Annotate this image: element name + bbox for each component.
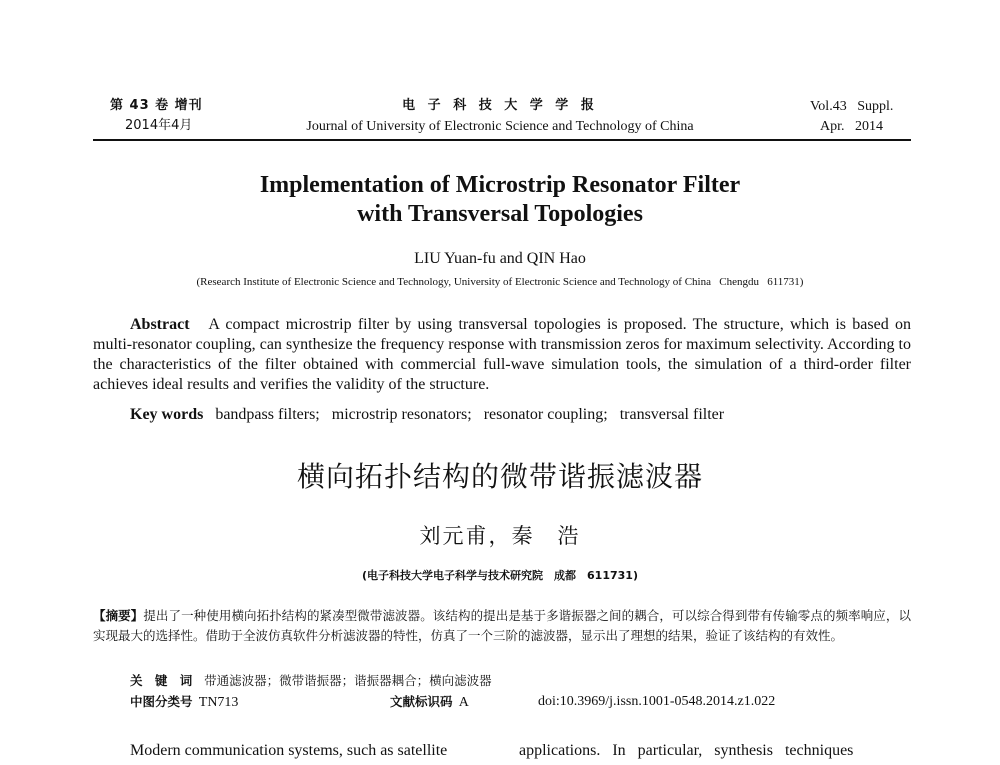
clc-label: 中图分类号 (130, 694, 193, 709)
paper-title-line2: with Transversal Topologies (357, 201, 643, 227)
volume-issue: 第 43 卷 增刊 (110, 98, 203, 113)
keywords-cn-text: 带通滤波器；微带谐振器；谐振器耦合；横向滤波器 (204, 673, 492, 688)
header-rule (93, 139, 911, 141)
keywords-en (130, 405, 724, 425)
paper-title-line1: Implementation of Microstrip Resonator Filter (259, 172, 741, 198)
abstract-en (93, 315, 911, 395)
paper-title-cn: 横向拓扑结构的微带谐振滤波器 (296, 460, 703, 493)
classification-row (130, 692, 238, 713)
keywords-text: bandpass filters; microstrip resonators; resonator coupling; transversal filter (215, 406, 725, 423)
date-en: Apr. 2014 (820, 119, 883, 134)
journal-name-en: Journal of University of Electronic Science and Technology of China (306, 119, 694, 134)
abstract-cn-label: 【摘要】 (93, 608, 144, 623)
abstract-cn (93, 606, 911, 646)
authors-cn: 刘元甫，秦 浩 (419, 524, 581, 548)
doi: doi:10.3969/j.issn.1001-0548.2014.z1.022 (538, 694, 776, 709)
document-code-row (390, 692, 469, 713)
abstract-text: A compact microstrip filter by using transversal topologies is proposed. The structure, which is based on multi-resonator coupling, can synthesize the frequency response with transmission zeros for maximum selectivity. According to the characteristics of the filter obtained with commercial full-wave simulation tools, the simulation of a third-order filter achieves ideal results and verifies the validity of the structure. (93, 316, 912, 393)
affiliation-en: (Research Institute of Electronic Science and Technology, University of Electronic Science and Technology of China Chengdu 611731) (196, 276, 804, 288)
doccode-value: A (458, 695, 469, 710)
body-col1-line1: Modern communication systems, such as satellite (130, 742, 448, 759)
publication-date-cn: 2014年4月 (125, 118, 193, 133)
journal-name-cn: 电 子 科 技 大 学 学 报 (402, 98, 598, 113)
volume-en: Vol.43 Suppl. (810, 99, 894, 114)
body-col2-line1: applications. In particular, synthesis techniques (519, 742, 854, 759)
clc-value: TN713 (198, 695, 239, 710)
authors-en: LIU Yuan-fu and QIN Hao (414, 250, 586, 267)
affiliation-cn: (电子科技大学电子科学与技术研究院 成都 611731) (362, 569, 638, 582)
keywords-cn (130, 671, 492, 691)
abstract-cn-text: 提出了一种使用横向拓扑结构的紧凑型微带滤波器。该结构的提出是基于多谐振器之间的耦合，可以综合得到带有传输零点的频率响应，以实现最大的选择性。借助于全波仿真软件分析滤波器的特性，仿真了一个三阶的滤波器，显示出了理想的结果，验证了该结构的有效性。 (93, 608, 911, 643)
abstract-label: Abstract (130, 316, 190, 333)
keywords-cn-label: 关 键 词 (130, 673, 197, 688)
doccode-label: 文献标识码 (390, 694, 453, 709)
keywords-label: Key words (130, 406, 204, 423)
